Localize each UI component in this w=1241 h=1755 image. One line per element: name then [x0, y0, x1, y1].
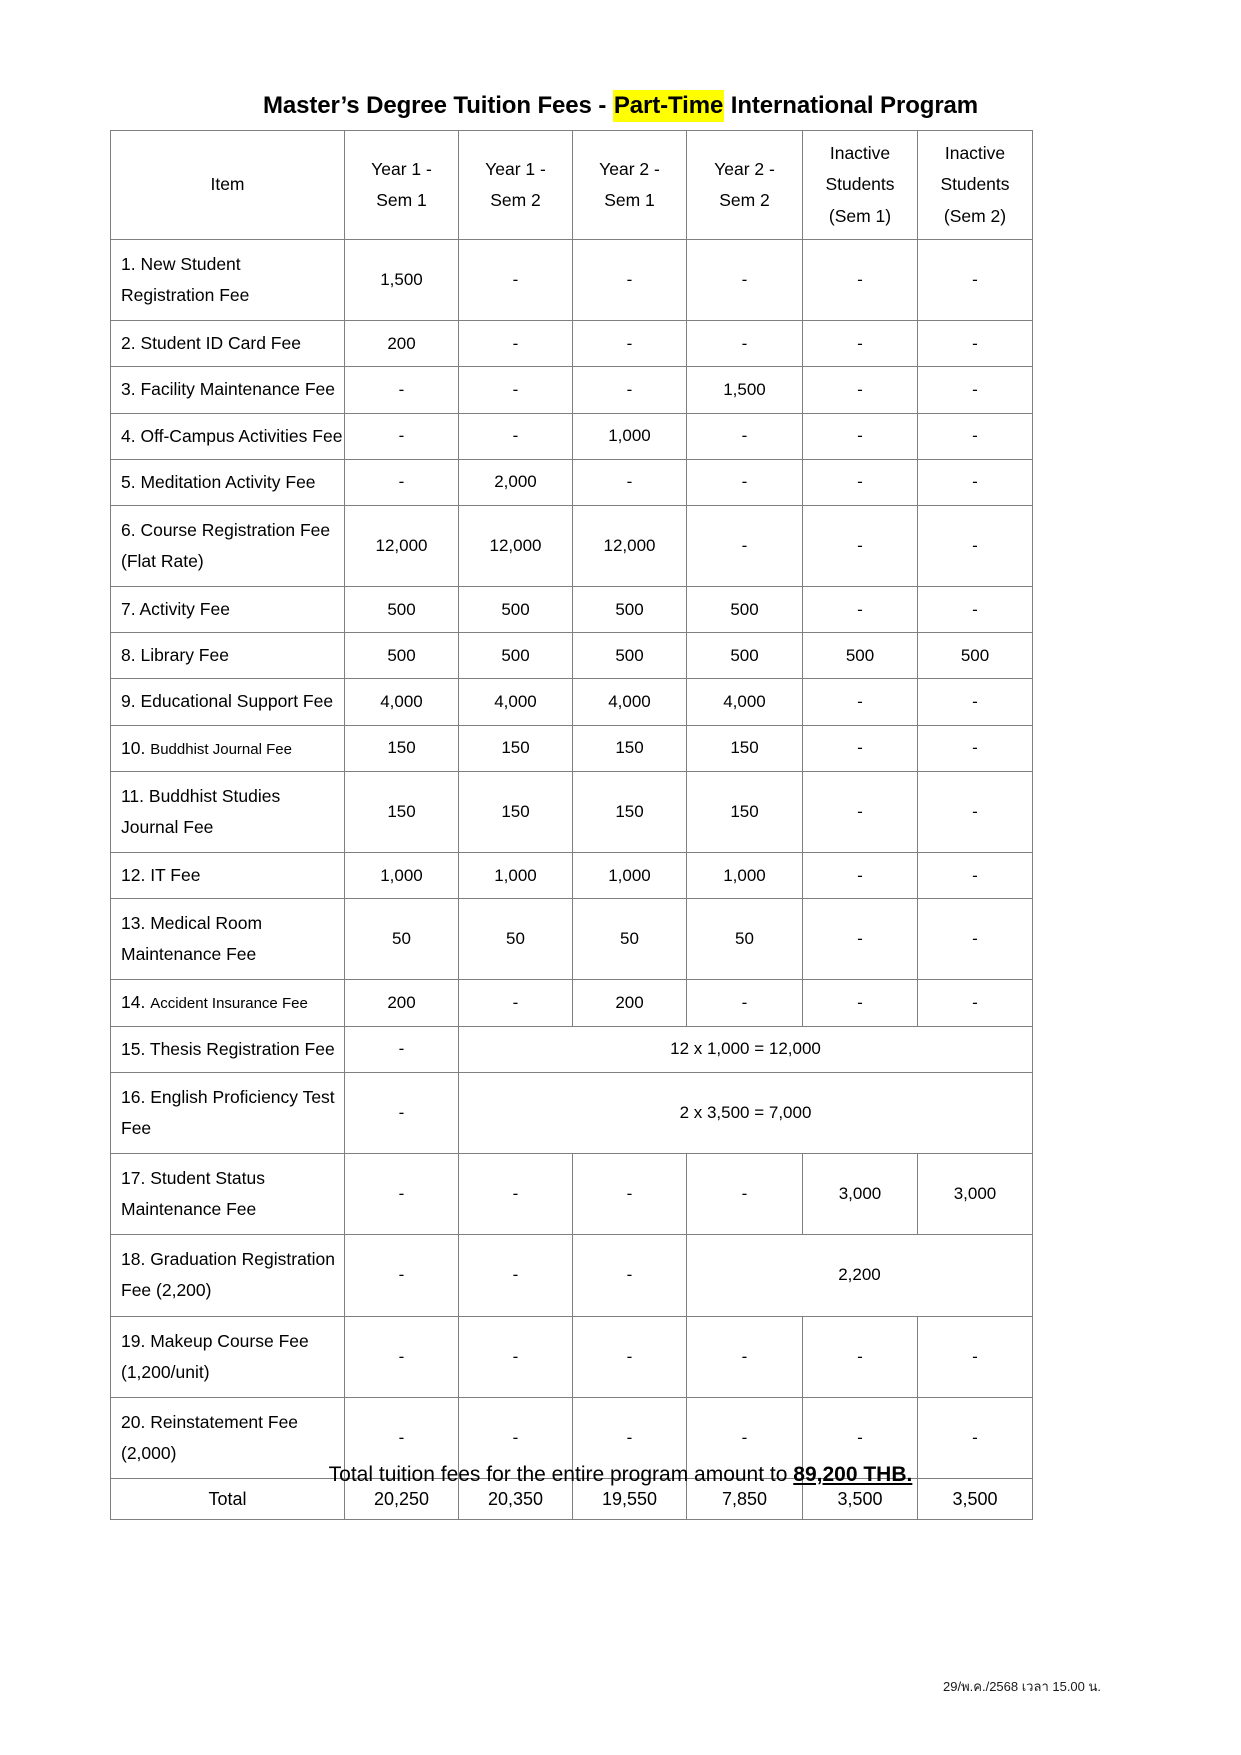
table-row [111, 633, 1033, 679]
fee-value-cell: 1,000 [573, 852, 687, 898]
fee-value-cell: 12,000 [459, 505, 573, 586]
fee-value-cell: - [345, 367, 459, 413]
fee-value-cell: - [573, 1316, 687, 1397]
fee-value-cell: - [459, 367, 573, 413]
fee-value-cell: - [803, 679, 918, 725]
table-row [111, 1316, 1033, 1397]
fee-value-cell: 2,000 [459, 459, 573, 505]
fee-value-cell: 4,000 [573, 679, 687, 725]
fee-value-cell: 3,000 [803, 1153, 918, 1234]
fee-value-cell: - [345, 459, 459, 505]
table-row [111, 725, 1033, 771]
fee-value-cell: - [918, 367, 1033, 413]
fee-item-line: 17. Student Status [121, 1167, 265, 1188]
fee-value-cell: - [687, 1397, 803, 1478]
fee-item-label [111, 587, 345, 633]
fee-value-cell: - [459, 980, 573, 1026]
summary-prefix: Total tuition fees for the entire program amount to [328, 1463, 794, 1486]
fee-value-cell: - [918, 1397, 1033, 1478]
fee-value-cell: - [687, 980, 803, 1026]
fee-value-cell: - [918, 413, 1033, 459]
fee-item-label [111, 1316, 345, 1397]
fee-value-cell: - [687, 459, 803, 505]
fee-value-cell: 150 [345, 771, 459, 852]
fee-value-cell: - [687, 321, 803, 367]
fee-value-cell: 500 [687, 633, 803, 679]
fee-item-label [111, 505, 345, 586]
fee-value-cell: - [459, 1316, 573, 1397]
fee-value-cell: 50 [687, 899, 803, 980]
fee-value-cell: 500 [345, 633, 459, 679]
fee-value-cell: - [803, 1397, 918, 1478]
fee-value-cell: - [687, 240, 803, 321]
fee-item-line: 12. IT Fee [121, 864, 201, 885]
fee-item-line: 10. Buddhist Journal Fee [121, 737, 292, 758]
fee-value-cell: - [803, 899, 918, 980]
footer-timestamp: 29/พ.ค./2568 เวลา 15.00 น. [943, 1679, 1101, 1694]
table-row [111, 679, 1033, 725]
fee-value-cell: - [573, 367, 687, 413]
fee-value-cell: - [687, 413, 803, 459]
fee-value-cell: - [687, 1153, 803, 1234]
header-year1-sem2 [459, 131, 573, 240]
fee-value-cell: - [687, 1316, 803, 1397]
fee-item-label [111, 1235, 345, 1316]
table-row [111, 852, 1033, 898]
fee-item-label [111, 1026, 345, 1072]
fee-item-label [111, 633, 345, 679]
fee-value-cell: - [459, 1235, 573, 1316]
fee-item-line: 5. Meditation Activity Fee [121, 471, 316, 492]
fee-item-line: 15. Thesis Registration Fee [121, 1038, 335, 1059]
header-line: (Sem 2) [943, 205, 1007, 226]
total-value-cell: 3,500 [918, 1479, 1033, 1520]
header-line: Inactive [829, 143, 891, 164]
fee-item-line: 16. English Proficiency Test [121, 1086, 335, 1107]
header-row [111, 131, 1033, 240]
fee-value-cell: - [918, 505, 1033, 586]
table-row [111, 899, 1033, 980]
fee-item-label [111, 1072, 345, 1153]
fee-item-line: 3. Facility Maintenance Fee [121, 379, 335, 400]
fee-item-label [111, 899, 345, 980]
fee-item-label [111, 852, 345, 898]
fee-value-cell: 500 [573, 633, 687, 679]
fee-value-cell: - [803, 321, 918, 367]
fee-value-cell: 4,000 [687, 679, 803, 725]
table-row [111, 240, 1033, 321]
fee-value-cell: 3,000 [918, 1153, 1033, 1234]
fee-value-cell: - [459, 240, 573, 321]
fee-value-cell: 12,000 [573, 505, 687, 586]
table-body [111, 240, 1033, 1520]
fee-item-line: 4. Off-Campus Activities Fee [121, 425, 343, 446]
fee-item-label [111, 980, 345, 1026]
table-header [111, 131, 1033, 240]
fee-value-cell: 150 [573, 725, 687, 771]
fee-value-cell: - [918, 587, 1033, 633]
fee-value-cell: 150 [459, 725, 573, 771]
fee-value-cell: 1,500 [687, 367, 803, 413]
fee-item-line: Fee [121, 1117, 152, 1138]
fee-value-cell: - [803, 505, 918, 586]
table-row [111, 459, 1033, 505]
fee-value-cell: - [345, 1397, 459, 1478]
fee-value-cell: 200 [345, 980, 459, 1026]
fee-item-line: 14. Accident Insurance Fee [121, 992, 308, 1013]
fee-value-cell: 50 [573, 899, 687, 980]
title-prefix: Master’s Degree Tuition Fees - [262, 92, 613, 119]
fee-value-cell: - [918, 321, 1033, 367]
fee-value-cell: 500 [687, 587, 803, 633]
summary-amount: 89,200 THB. [793, 1463, 913, 1486]
fee-item-line: Maintenance Fee [121, 944, 257, 965]
fee-item-label [111, 321, 345, 367]
total-label: Total [111, 1479, 345, 1520]
fee-value-cell: 4,000 [345, 679, 459, 725]
fee-value-cell: 500 [803, 633, 918, 679]
fee-value-cell: - [573, 459, 687, 505]
header-year2-sem2 [687, 131, 803, 240]
fee-item-line: 1. New Student [121, 254, 241, 274]
header-line: Year 2 - [599, 158, 660, 179]
fee-value-cell: - [918, 725, 1033, 771]
fee-value-cell: 1,000 [573, 413, 687, 459]
fee-value-cell: - [918, 679, 1033, 725]
fee-value-cell: 50 [345, 899, 459, 980]
table-row [111, 587, 1033, 633]
fee-value-cell: - [573, 1397, 687, 1478]
fee-value-cell: 200 [345, 321, 459, 367]
fee-item-line: (1,200/unit) [121, 1361, 210, 1382]
fee-value-cell: - [918, 459, 1033, 505]
fee-item-line: 9. Educational Support Fee [121, 691, 334, 712]
fee-value-cell: - [573, 240, 687, 321]
fee-item-label [111, 1153, 345, 1234]
fee-value-cell: - [573, 1235, 687, 1316]
header-year2-sem1 [573, 131, 687, 240]
table-row [111, 1072, 1033, 1153]
total-value-cell: 20,250 [345, 1479, 459, 1520]
fee-value-cell: 150 [459, 771, 573, 852]
fee-item-line: (Flat Rate) [121, 550, 204, 571]
fee-value-cell: - [918, 980, 1033, 1026]
fee-value-cell: - [803, 367, 918, 413]
fee-item-line: 11. Buddhist Studies [121, 785, 281, 806]
header-line: Students [825, 174, 895, 195]
header-line: Year 1 - [485, 158, 546, 179]
header-year1-sem1 [345, 131, 459, 240]
total-value-cell: 20,350 [459, 1479, 573, 1520]
total-value-cell: 7,850 [687, 1479, 803, 1520]
fee-item-line: 2. Student ID Card Fee [121, 333, 301, 354]
fee-value-merged-cell: 2 x 3,500 = 7,000 [459, 1072, 1033, 1153]
fee-value-cell: - [345, 1026, 459, 1072]
table-row [111, 1153, 1033, 1234]
header-line: Sem 2 [490, 190, 541, 210]
table-row [111, 1235, 1033, 1316]
fee-item-line: 13. Medical Room [121, 913, 263, 934]
total-value-cell: 3,500 [803, 1479, 918, 1520]
title-suffix: International Program [724, 92, 979, 119]
fee-value-cell: 200 [573, 980, 687, 1026]
fee-item-line: Journal Fee [121, 816, 214, 837]
fee-value-cell: - [459, 1397, 573, 1478]
fee-value-cell: - [803, 413, 918, 459]
fee-item-label [111, 771, 345, 852]
fee-item-line: 20. Reinstatement Fee [121, 1411, 299, 1432]
fee-value-cell: - [918, 899, 1033, 980]
table-row [111, 980, 1033, 1026]
fee-value-cell: 150 [573, 771, 687, 852]
table-row [111, 413, 1033, 459]
fee-value-cell: - [345, 1153, 459, 1234]
fee-value-cell: 1,000 [459, 852, 573, 898]
fee-value-cell: 500 [918, 633, 1033, 679]
header-line: Sem 1 [376, 190, 427, 210]
fee-value-cell: 50 [459, 899, 573, 980]
header-inactive-sem2 [918, 131, 1033, 240]
fee-item-line: (2,000) [121, 1442, 177, 1463]
fee-value-cell: 500 [345, 587, 459, 633]
fee-value-cell: - [803, 852, 918, 898]
table-row [111, 1026, 1033, 1072]
fee-value-cell: 500 [459, 587, 573, 633]
fee-item-subtext: Buddhist Journal Fee [150, 740, 292, 758]
fee-value-cell: 150 [687, 771, 803, 852]
tuition-fee-table [110, 130, 1033, 1520]
header-line: Year 2 - [714, 158, 775, 179]
fee-value-cell: - [803, 771, 918, 852]
header-line: Students [940, 174, 1010, 195]
fee-item-label [111, 725, 345, 771]
fee-item-label [111, 679, 345, 725]
fee-value-cell: - [573, 321, 687, 367]
table-row [111, 771, 1033, 852]
fee-item-line: Fee (2,200) [121, 1280, 212, 1301]
fee-value-cell: 1,500 [345, 240, 459, 321]
fee-value-cell: 150 [687, 725, 803, 771]
table-row [111, 367, 1033, 413]
fee-value-cell: - [803, 459, 918, 505]
header-inactive-sem1 [803, 131, 918, 240]
fee-item-label [111, 459, 345, 505]
fee-value-cell: - [459, 1153, 573, 1234]
table-row [111, 505, 1033, 586]
title-highlight: Part-Time [613, 90, 724, 122]
header-line: Year 1 - [371, 158, 432, 179]
fee-value-cell: - [459, 413, 573, 459]
fee-value-cell: - [918, 771, 1033, 852]
fee-value-cell: - [345, 1316, 459, 1397]
table-row [111, 321, 1033, 367]
header-line: Sem 2 [719, 190, 770, 210]
fee-value-cell: 1,000 [345, 852, 459, 898]
fee-value-cell: - [345, 413, 459, 459]
fee-item-line: Registration Fee [121, 285, 250, 306]
fee-value-cell: - [918, 1316, 1033, 1397]
fee-value-cell: - [803, 587, 918, 633]
fee-item-line: 6. Course Registration Fee [121, 519, 331, 540]
fee-value-merged-cell: 12 x 1,000 = 12,000 [459, 1026, 1033, 1072]
fee-value-cell: - [459, 321, 573, 367]
total-value-cell: 19,550 [573, 1479, 687, 1520]
fee-value-cell: 500 [459, 633, 573, 679]
header-item: Item [111, 131, 345, 240]
fee-item-line: Maintenance Fee [121, 1199, 257, 1220]
fee-item-line: 8. Library Fee [121, 645, 229, 666]
fee-value-cell: 12,000 [345, 505, 459, 586]
fee-value-cell: - [803, 980, 918, 1026]
fee-item-subtext: Accident Insurance Fee [150, 995, 308, 1013]
fee-value-cell: - [687, 505, 803, 586]
fee-value-cell: - [918, 240, 1033, 321]
fee-item-label [111, 367, 345, 413]
fee-value-cell: - [918, 852, 1033, 898]
fee-item-line: 7. Activity Fee [121, 599, 230, 620]
fee-value-merged-cell: 2,200 [687, 1235, 1033, 1316]
fee-item-label [111, 240, 345, 321]
fee-value-cell: - [803, 240, 918, 321]
fee-item-label [111, 413, 345, 459]
page-title [0, 92, 1241, 120]
fee-value-cell: - [573, 1153, 687, 1234]
fee-item-line: 19. Makeup Course Fee [121, 1330, 309, 1351]
fee-value-cell: 1,000 [687, 852, 803, 898]
fee-value-cell: 150 [345, 725, 459, 771]
header-line: Inactive [944, 143, 1006, 164]
fee-value-cell: - [803, 725, 918, 771]
header-line: Sem 1 [604, 190, 655, 210]
fee-value-cell: 4,000 [459, 679, 573, 725]
fee-value-cell: - [803, 1316, 918, 1397]
fee-item-line: 18. Graduation Registration [121, 1249, 336, 1270]
fee-value-cell: 500 [573, 587, 687, 633]
fee-value-cell: - [345, 1235, 459, 1316]
fee-value-cell: - [345, 1072, 459, 1153]
total-summary [0, 1463, 1241, 1487]
header-line: (Sem 1) [828, 205, 892, 226]
